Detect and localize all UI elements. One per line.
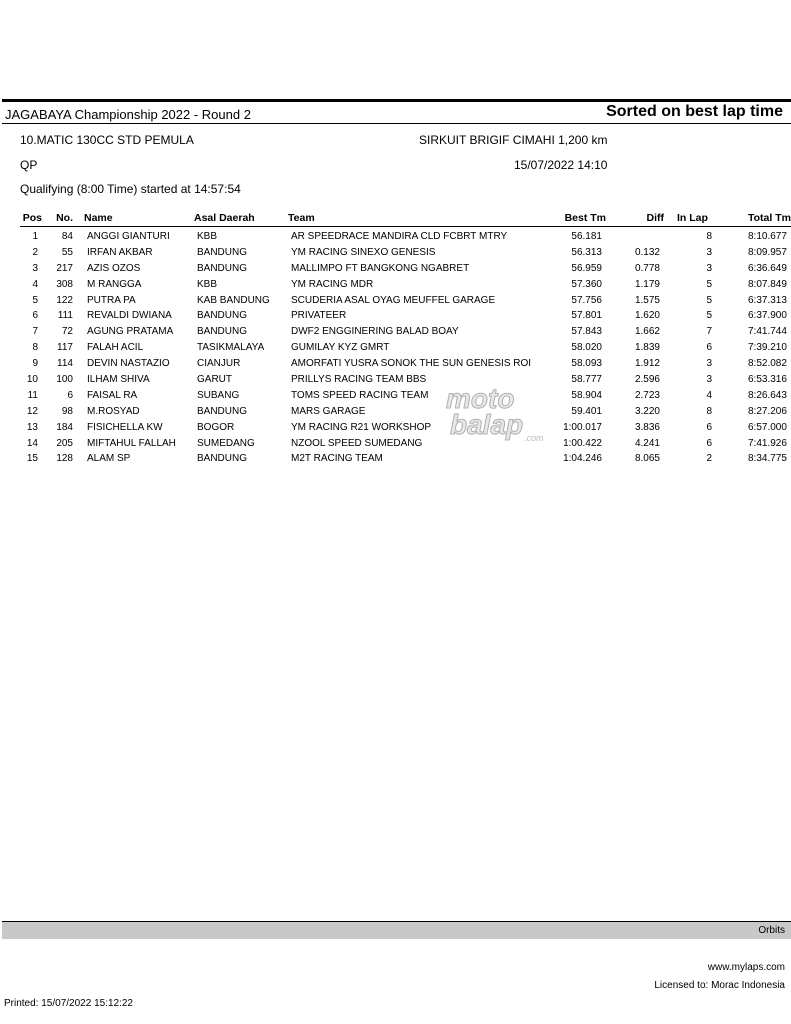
row-name: ILHAM SHIVA [87, 374, 150, 386]
table-row [0, 308, 791, 324]
row-pos: 15 [26, 453, 38, 465]
table-row [0, 436, 791, 452]
row-team: MALLIMPO FT BANGKONG NGABRET [291, 262, 470, 274]
row-number: 117 [57, 342, 73, 354]
row-total-time: 8:34.775 [748, 453, 787, 465]
row-number: 98 [61, 405, 73, 417]
row-best-time: 58.777 [571, 374, 602, 386]
row-team: PRILLYS RACING TEAM BBS [291, 374, 427, 386]
row-asal-daerah: GARUT [197, 374, 232, 386]
row-in-lap: 3 [706, 358, 712, 370]
watermark-suffix: .com [524, 433, 544, 443]
row-pos: 6 [32, 310, 38, 322]
row-name: FISICHELLA KW [87, 421, 163, 433]
row-number: 72 [61, 326, 73, 338]
row-total-time: 7:41.744 [748, 326, 787, 338]
row-diff: 1.179 [634, 278, 660, 290]
row-asal-daerah: SUBANG [197, 389, 240, 401]
row-pos: 8 [32, 342, 38, 354]
row-team: AR SPEEDRACE MANDIRA CLD FCBRT MTRY [291, 231, 508, 242]
row-number: 114 [57, 358, 73, 370]
row-pos: 2 [32, 246, 38, 258]
row-pos: 3 [32, 262, 38, 274]
row-asal-daerah: BANDUNG [197, 262, 248, 274]
row-number: 100 [56, 374, 73, 386]
qualifying-info: Qualifying (8:00 Time) started at 14:57:54 [20, 182, 241, 196]
results-table [0, 229, 791, 467]
header-pos: Pos [22, 212, 42, 224]
table-row [0, 451, 791, 467]
row-asal-daerah: BANDUNG [197, 246, 248, 258]
table-row [0, 245, 791, 261]
row-best-time: 58.020 [571, 342, 602, 354]
footer-bar [2, 921, 791, 939]
row-in-lap: 3 [706, 374, 712, 386]
row-best-time: 57.756 [571, 294, 602, 306]
row-name: ANGGI GIANTURI [87, 231, 170, 242]
row-number: 55 [61, 246, 73, 258]
row-best-time: 59.401 [571, 405, 602, 417]
row-number: 205 [56, 437, 73, 449]
row-name: AZIS OZOS [87, 262, 141, 274]
session-datetime: 15/07/2022 14:10 [514, 158, 608, 172]
row-diff: 3.836 [634, 421, 660, 433]
row-pos: 7 [32, 326, 38, 338]
row-total-time: 8:26.643 [748, 389, 787, 401]
row-diff: 0.132 [634, 246, 660, 258]
row-pos: 13 [26, 421, 38, 433]
row-pos: 11 [27, 389, 38, 401]
row-best-time: 56.313 [571, 246, 602, 258]
watermark-line2: balap [450, 409, 524, 440]
row-total-time: 8:10.677 [748, 231, 787, 242]
header-name: Name [84, 212, 113, 224]
row-best-time: 57.360 [571, 278, 602, 290]
row-diff: 3.220 [634, 405, 660, 417]
row-name: ALAM SP [87, 453, 131, 465]
row-in-lap: 6 [706, 437, 712, 449]
row-in-lap: 8 [706, 231, 712, 242]
row-diff: 2.723 [634, 389, 660, 401]
header-diff: Diff [646, 212, 664, 224]
row-total-time: 6:37.313 [748, 294, 787, 306]
row-name: REVALDI DWIANA [87, 310, 172, 322]
table-row [0, 293, 791, 309]
row-best-time: 57.843 [571, 326, 602, 338]
orbits-brand: Orbits [758, 925, 785, 936]
row-team: YM RACING MDR [291, 278, 374, 290]
row-in-lap: 5 [706, 310, 712, 322]
table-row [0, 261, 791, 277]
row-total-time: 8:07.849 [748, 278, 787, 290]
table-row [0, 356, 791, 372]
row-name: FAISAL RA [87, 389, 138, 401]
watermark-line1: moto [446, 383, 515, 414]
header-rule [2, 99, 791, 102]
row-diff: 1.839 [634, 342, 660, 354]
row-in-lap: 6 [706, 342, 712, 354]
table-row [0, 229, 791, 245]
table-row [0, 388, 791, 404]
championship-title: JAGABAYA Championship 2022 - Round 2 [5, 107, 251, 122]
row-team: YM RACING R21 WORKSHOP [291, 421, 432, 433]
row-number: 84 [61, 231, 73, 242]
table-header-rule [20, 226, 791, 227]
row-best-time: 58.904 [571, 389, 602, 401]
row-diff: 8.065 [634, 453, 660, 465]
row-team: M2T RACING TEAM [291, 453, 383, 465]
license-info: Licensed to: Morac Indonesia [654, 980, 785, 991]
row-diff: 4.241 [634, 437, 660, 449]
header-team: Team [288, 212, 315, 224]
row-asal-daerah: BANDUNG [197, 310, 248, 322]
row-number: 184 [56, 421, 73, 433]
row-number: 6 [67, 389, 73, 401]
session-code: QP [20, 158, 38, 172]
row-asal-daerah: TASIKMALAYA [197, 342, 265, 354]
row-name: DEVIN NASTAZIO [87, 358, 170, 370]
row-in-lap: 5 [706, 294, 712, 306]
table-row [0, 420, 791, 436]
table-row [0, 372, 791, 388]
row-best-time: 1:04.246 [563, 453, 602, 465]
row-best-time: 1:00.422 [563, 437, 602, 449]
row-diff: 1.620 [634, 310, 660, 322]
row-in-lap: 6 [706, 421, 712, 433]
table-row [0, 404, 791, 420]
row-in-lap: 8 [706, 405, 712, 417]
header-in-lap: In Lap [677, 212, 708, 224]
row-total-time: 6:37.900 [748, 310, 787, 322]
row-number: 111 [57, 310, 73, 322]
row-total-time: 7:41.926 [748, 437, 787, 449]
row-total-time: 8:27.206 [748, 405, 787, 417]
row-in-lap: 4 [706, 389, 712, 401]
row-total-time: 6:57.000 [748, 421, 787, 433]
row-asal-daerah: SUMEDANG [197, 437, 255, 449]
row-team: YM RACING SINEXO GENESIS [291, 246, 436, 258]
row-pos: 4 [32, 278, 38, 290]
website-link[interactable]: www.mylaps.com [707, 962, 785, 973]
row-asal-daerah: BANDUNG [197, 453, 248, 465]
row-team: AMORFATI YUSRA SONOK THE SUN GENESIS ROI [291, 358, 532, 370]
row-in-lap: 5 [706, 278, 712, 290]
row-pos: 12 [26, 405, 38, 417]
row-asal-daerah: BANDUNG [197, 405, 248, 417]
row-asal-daerah: BANDUNG [197, 326, 248, 338]
row-diff: 1.662 [634, 326, 660, 338]
row-total-time: 8:09.957 [748, 246, 787, 258]
motobalap-watermark [432, 380, 554, 444]
table-row [0, 277, 791, 293]
row-name: MIFTAHUL FALLAH [87, 437, 176, 449]
row-diff: 1.575 [634, 294, 660, 306]
row-number: 122 [56, 294, 73, 306]
header-no: No. [56, 212, 73, 224]
sort-note: Sorted on best lap time [606, 103, 783, 120]
table-row [0, 324, 791, 340]
row-name: AGUNG PRATAMA [87, 326, 174, 338]
header-total: Total Tm [748, 212, 791, 224]
row-diff: 2.596 [634, 374, 660, 386]
row-diff: 0.778 [634, 262, 660, 274]
class-name: 10.MATIC 130CC STD PEMULA [20, 133, 194, 147]
row-asal-daerah: CIANJUR [197, 358, 241, 370]
row-name: PUTRA PA [87, 294, 136, 306]
row-team: PRIVATEER [291, 310, 347, 322]
row-pos: 9 [32, 358, 38, 370]
row-team: MARS GARAGE [291, 405, 366, 417]
row-number: 308 [56, 278, 73, 290]
row-diff: 1.912 [634, 358, 660, 370]
row-asal-daerah: BOGOR [197, 421, 235, 433]
row-name: IRFAN AKBAR [87, 246, 153, 258]
row-pos: 10 [26, 374, 38, 386]
row-in-lap: 3 [706, 246, 712, 258]
row-total-time: 8:52.082 [748, 358, 787, 370]
row-team: TOMS SPEED RACING TEAM [291, 389, 429, 401]
header-divider [2, 123, 791, 124]
row-number: 217 [56, 262, 73, 274]
table-header [0, 212, 791, 226]
row-pos: 14 [26, 437, 38, 449]
row-total-time: 7:39.210 [748, 342, 787, 354]
row-in-lap: 3 [706, 262, 712, 274]
header-best: Best Tm [564, 212, 606, 224]
row-name: M RANGGA [87, 278, 142, 290]
row-team: NZOOL SPEED SUMEDANG [291, 437, 423, 449]
row-asal-daerah: KBB [197, 278, 218, 290]
row-name: M.ROSYAD [87, 405, 140, 417]
row-in-lap: 7 [706, 326, 712, 338]
row-in-lap: 2 [706, 453, 712, 465]
row-best-time: 56.181 [571, 231, 602, 242]
row-team: GUMILAY KYZ GMRT [291, 342, 390, 354]
row-team: SCUDERIA ASAL OYAG MEUFFEL GARAGE [291, 294, 496, 306]
header-asal: Asal Daerah [194, 212, 255, 224]
row-total-time: 6:53.316 [748, 374, 787, 386]
table-row [0, 340, 791, 356]
row-name: FALAH ACIL [87, 342, 144, 354]
row-team: DWF2 ENGGINERING BALAD BOAY [291, 326, 459, 338]
row-pos: 5 [32, 294, 38, 306]
row-pos: 1 [32, 231, 38, 242]
row-best-time: 56.959 [571, 262, 602, 274]
row-asal-daerah: KAB BANDUNG [197, 294, 270, 306]
printed-timestamp: Printed: 15/07/2022 15:12:22 [4, 998, 133, 1009]
row-number: 128 [56, 453, 73, 465]
row-asal-daerah: KBB [197, 231, 218, 242]
row-best-time: 58.093 [571, 358, 602, 370]
row-best-time: 57.801 [571, 310, 602, 322]
circuit-info: SIRKUIT BRIGIF CIMAHI 1,200 km [419, 133, 608, 147]
row-best-time: 1:00.017 [563, 421, 602, 433]
row-total-time: 6:36.649 [748, 262, 787, 274]
